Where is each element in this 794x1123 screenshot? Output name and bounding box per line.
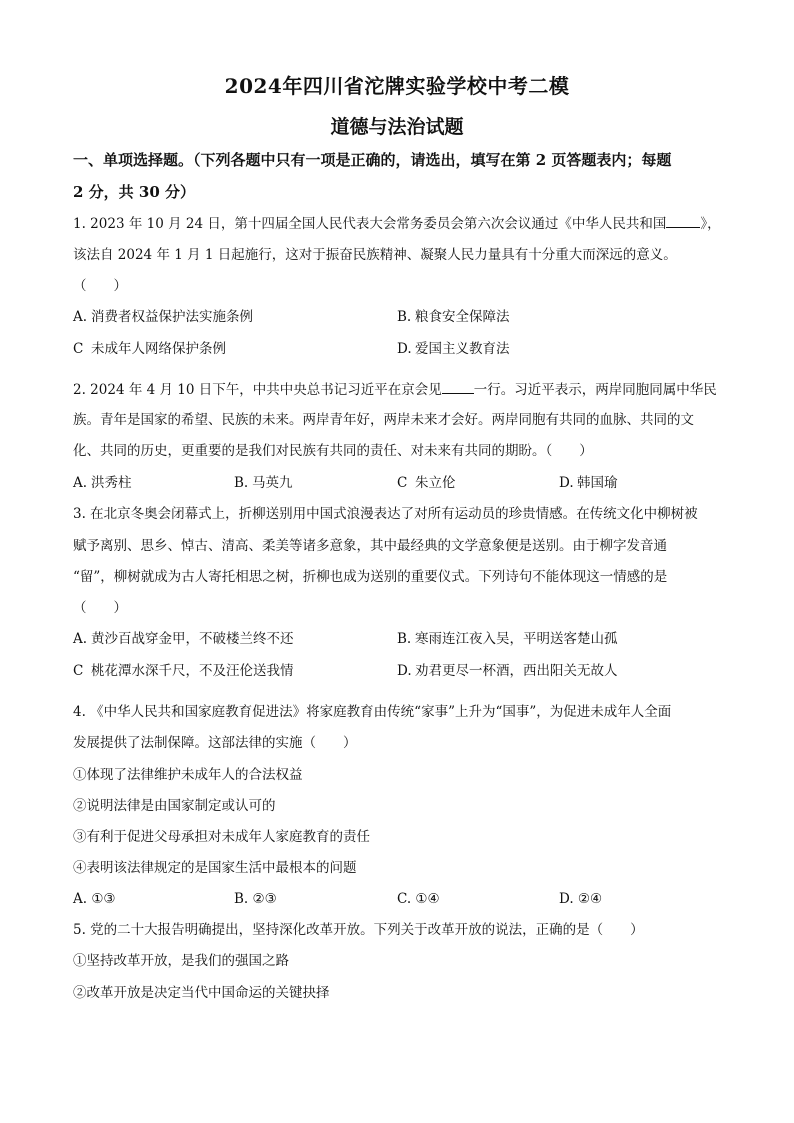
q2-text: 2. 2024 年 4 月 10 日下午，中共中央总书记习近平在京会见 — [73, 382, 442, 398]
option-label: D. — [397, 663, 412, 679]
option-label: B. — [234, 475, 249, 491]
option-text: 粮食安全保障法 — [415, 309, 510, 325]
q3-line3: “留”，柳树就成为古人寄托相思之树，折柳也成为送别的重要仪式。下列诗句不能体现这一情感的是 — [73, 569, 668, 585]
q1-text-end: 》， — [700, 216, 721, 232]
q4-line2: 发展提供了法制保障。这部法律的实施（ ） — [73, 735, 357, 751]
option-label: D. — [559, 475, 574, 491]
option-label: A. — [73, 309, 88, 325]
q4-statement-2: ②说明法律是由国家制定或认可的 — [73, 798, 276, 814]
option-text: 爱国主义教育法 — [415, 341, 510, 357]
q5-statement-1: ①坚持改革开放，是我们的强国之路 — [73, 953, 289, 969]
q3-option-a — [73, 629, 294, 649]
q2-text-end: 一行。习近平表示，两岸同胞同属中华民 — [473, 382, 717, 398]
answer-blank — [666, 213, 700, 228]
option-text: 桃花潭水深千尺，不及汪伦送我情 — [91, 663, 294, 679]
option-text: 劝君更尽一杯酒，西出阳关无故人 — [415, 663, 618, 679]
q4-option-c: C. ①④ — [397, 891, 440, 907]
q4-option-a: A. ①③ — [73, 891, 116, 907]
option-text: 未成年人网络保护条例 — [91, 341, 226, 357]
q1-line2: 该法自 2024 年 1 月 1 日起施行，这对于振奋民族精神、凝聚人民力量具有十分重大而深远的意义。 — [73, 247, 677, 263]
q2-option-d — [559, 473, 618, 493]
q1-paren: （ ） — [73, 278, 127, 294]
exam-title: 2024年四川省沱牌实验学校中考二模 — [224, 74, 570, 98]
option-label: C — [73, 663, 84, 679]
q3-line2: 赋予离别、思乡、悼古、清高、柔美等诸多意象，其中最经典的文学意象便是送别。由于柳字发音通 — [73, 538, 667, 554]
section-heading — [73, 144, 723, 208]
q2-option-a — [73, 473, 132, 493]
option-label: C — [397, 475, 408, 491]
option-text: 朱立伦 — [415, 475, 456, 491]
q1-option-d — [397, 339, 510, 359]
q3-option-d — [397, 661, 618, 681]
q1-line1 — [73, 213, 721, 234]
option-label: A. — [73, 631, 88, 647]
section-heading-line1: 一、单项选择题。（下列各题中只有一项是正确的，请选出，填写在第 2 页答题表内；每题 — [73, 151, 672, 169]
q4-line1: 4. 《中华人民共和国家庭教育促进法》将家庭教育由传统“家事”上升为“国事”，为促进未成年人全面 — [73, 704, 672, 720]
q1-option-a — [73, 307, 253, 327]
q4-statement-4: ④表明该法律规定的是国家生活中最根本的问题 — [73, 860, 357, 876]
q2-option-b — [234, 473, 293, 493]
q4-option-b: B. ②③ — [234, 891, 277, 907]
q3-paren: （ ） — [73, 600, 127, 616]
option-text: 寒雨连江夜入吴，平明送客楚山孤 — [415, 631, 618, 647]
q4-statement-1: ①体现了法律维护未成年人的合法权益 — [73, 767, 303, 783]
q5-line1: 5. 党的二十大报告明确提出，坚持深化改革开放。下列关于改革开放的说法，正确的是（ ） — [73, 922, 644, 938]
exam-subtitle: 道德与法治试题 — [330, 116, 464, 138]
q2-option-c — [397, 473, 456, 493]
option-label: D. — [397, 341, 412, 357]
option-text: 消费者权益保护法实施条例 — [91, 309, 253, 325]
option-label: C — [73, 341, 84, 357]
q4-option-d: D. ②④ — [559, 891, 603, 907]
option-label: B. — [397, 631, 412, 647]
q1-option-c — [73, 339, 226, 359]
q2-line1 — [73, 379, 717, 400]
option-text: 黄沙百战穿金甲，不破楼兰终不还 — [91, 631, 294, 647]
option-text: 韩国瑜 — [577, 475, 618, 491]
q2-line2: 族。青年是国家的希望、民族的未来。两岸青年好，两岸未来才会好。两岸同胞有共同的血脉、共同的文 — [73, 412, 694, 428]
q3-line1: 3. 在北京冬奥会闭幕式上，折柳送别用中国式浪漫表达了对所有运动员的珍贵情感。在传统文化中柳树被 — [73, 506, 698, 522]
option-label: A. — [73, 475, 88, 491]
q3-option-b — [397, 629, 618, 649]
option-text: 马英九 — [252, 475, 293, 491]
q2-line3: 化、共同的历史，更重要的是我们对民族有共同的责任、对未来有共同的期盼。（ ） — [73, 443, 593, 459]
q1-option-b — [397, 307, 510, 327]
q5-statement-2: ②改革开放是决定当代中国命运的关键抉择 — [73, 985, 330, 1001]
section-heading-line2: 2 分，共 30 分） — [73, 183, 195, 201]
q3-option-c — [73, 661, 294, 681]
q1-text: 1. 2023 年 10 月 24 日，第十四届全国人民代表大会常务委员会第六次会议通过《中华人民共和国 — [73, 216, 667, 232]
option-text: 洪秀柱 — [91, 475, 132, 491]
q4-statement-3: ③有利于促进父母承担对未成年人家庭教育的责任 — [73, 829, 370, 845]
answer-blank — [442, 379, 474, 394]
option-label: B. — [397, 309, 412, 325]
